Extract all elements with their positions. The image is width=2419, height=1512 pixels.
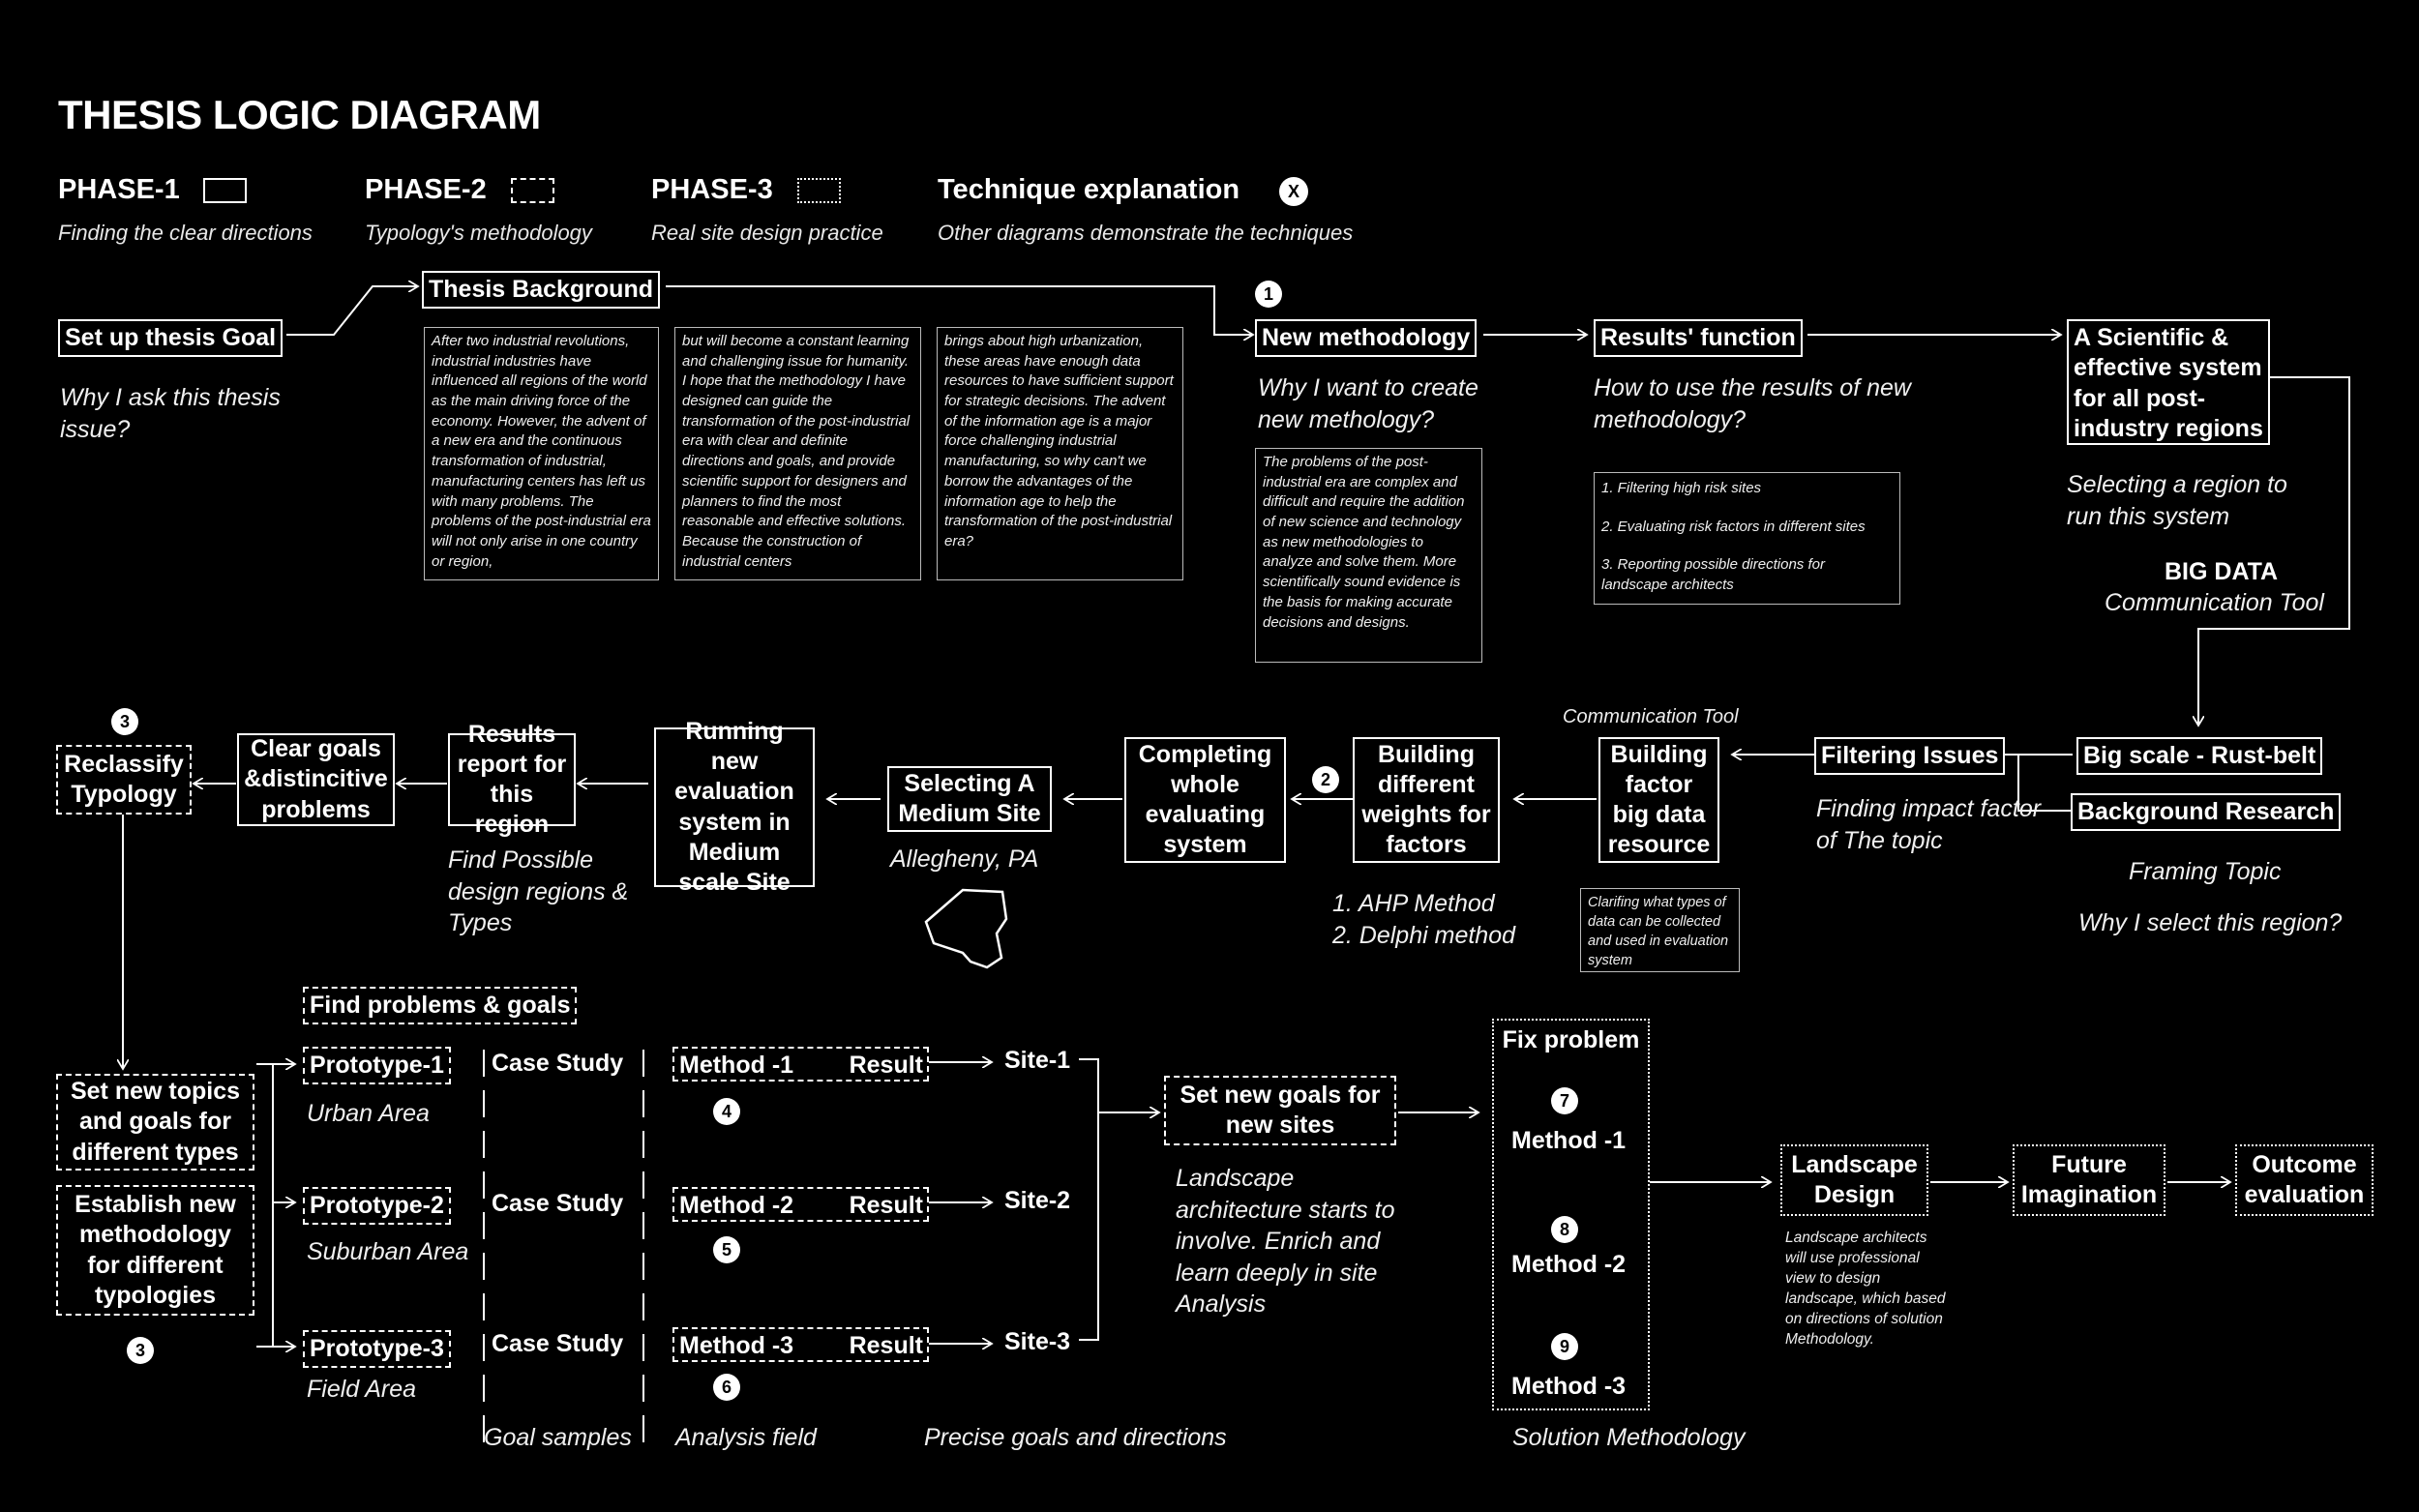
results-report-box: Results report for this region (448, 733, 576, 826)
fix-method-2-label: Method -2 (1511, 1251, 1627, 1278)
thesis-background-box: Thesis Background (422, 271, 660, 309)
legend-phase-1-desc: Finding the clear directions (58, 221, 313, 245)
case-study-3: Case Study (492, 1330, 624, 1357)
legend-phase-2-label: PHASE-2 (365, 174, 487, 205)
site-2-label: Site-2 (1004, 1187, 1071, 1214)
method-1-label: Method -1 (679, 1052, 794, 1079)
thesis-goal-box: Set up thesis Goal (58, 319, 283, 357)
results-item-1: 1. Filtering high risk sites (1601, 480, 1762, 496)
landscape-note: Landscape architects will use professional view to design landscape, which based on directions of solution Methodology. (1785, 1230, 1946, 1348)
new-methodology-box: New methodology (1255, 319, 1477, 357)
site-1-label: Site-1 (1004, 1047, 1071, 1074)
set-new-topics-box: Set new topics and goals for different types (56, 1074, 254, 1171)
case-study-2: Case Study (492, 1190, 624, 1217)
step-5-badge: 5 (713, 1236, 740, 1263)
method-result-1-box (672, 1047, 929, 1082)
precise-goals-label: Precise goals and directions (924, 1424, 1227, 1451)
step-3-badge-top: 3 (111, 708, 138, 735)
step-4-badge: 4 (713, 1098, 740, 1125)
step-2-badge: 2 (1312, 766, 1339, 793)
prototype-2-box: Prototype-2 (303, 1187, 451, 1225)
communication-tool-caption: Communication Tool (1563, 706, 1739, 727)
prototype-1-box: Prototype-1 (303, 1047, 451, 1084)
legend-phase-1-label: PHASE-1 (58, 174, 180, 205)
background-paragraph-3: brings about high urbanization, these areas have enough data resources to have sufficient support for strategic decisions. The advent of the information age is a major force challenging industrial manufacturing, so why can't we borrow the advantages of the information age to help the transformation of the post-industrial era? (937, 327, 1183, 580)
find-possible-text: Find Possible design regions & Types (448, 846, 629, 936)
new-methodology-question: Why I want to create new methology? (1258, 374, 1478, 433)
landscape-design-box: Landscape Design (1780, 1144, 1928, 1216)
new-methodology-paragraph: The problems of the post-industrial era are complex and difficult and require the addition of new science and technology as new methodologies to analyze and solve them. More scientifically sound evidence is the basis for making accurate decisions and designs. (1255, 448, 1482, 663)
allegheny-label: Allegheny, PA (890, 845, 1039, 873)
big-data-label: BIG DATA (2165, 558, 2279, 585)
page-title: THESIS LOGIC DIAGRAM (58, 92, 541, 137)
clear-goals-box: Clear goals &distincitive problems (237, 733, 395, 826)
step-8-badge: 8 (1551, 1216, 1578, 1243)
analysis-field-label: Analysis field (675, 1424, 817, 1451)
find-problems-box: Find problems & goals (303, 987, 577, 1024)
background-paragraph-2: but will become a constant learning and challenging issue for humanity. I hope that the methodology I have designed can guide the transformation of the post-industrial era with clear and definite directions and goals, and provide scientific support for designers and planners to find the most reasonable and effective solutions. Because the construction of industrial centers (674, 327, 921, 580)
results-item-2: 2. Evaluating risk factors in different sites (1601, 518, 1866, 535)
case-study-1: Case Study (492, 1050, 624, 1077)
running-evaluation-box: Running new evaluation system in Medium scale Site (654, 727, 815, 887)
results-function-question: How to use the results of new methodology? (1594, 374, 1911, 433)
step-9-badge: 9 (1551, 1333, 1578, 1360)
landscape-involve-text: Landscape architecture starts to involve. Enrich and learn deeply in site Analysis (1176, 1165, 1395, 1318)
legend-phase-2-swatch (511, 178, 554, 203)
prototype-3-box: Prototype-3 (303, 1330, 451, 1368)
background-paragraph-1: After two industrial revolutions, industrial industries have influenced all regions of the world as the main driving force of the economy. However, the advent of a new era and the continuous transformation of industrial, manufacturing centers has left us with many problems. The problems of the post-industrial era will not only arise in one country or region, (424, 327, 659, 580)
establish-methodology-box: Establish new methodology for different typologies (56, 1185, 254, 1316)
result-3-label: Result (849, 1332, 923, 1359)
fix-method-1-label: Method -1 (1511, 1127, 1627, 1154)
method-3-label: Method -3 (679, 1332, 794, 1359)
results-function-box: Results' function (1594, 319, 1803, 357)
step-6-badge: 6 (713, 1374, 740, 1401)
background-research-box: Background Research (2071, 793, 2341, 831)
goal-samples-label: Goal samples (484, 1424, 632, 1451)
legend-technique-desc: Other diagrams demonstrate the techniques (938, 221, 1354, 245)
weights-methods-text: 1. AHP Method 2. Delphi method (1332, 890, 1516, 949)
prototype-1-area: Urban Area (307, 1100, 430, 1127)
why-region-question: Why I select this region? (2078, 909, 2343, 936)
thesis-goal-question: Why I ask this thesis issue? (60, 384, 281, 443)
method-2-label: Method -2 (679, 1192, 794, 1219)
result-2-label: Result (849, 1192, 923, 1219)
legend-phase-3-desc: Real site design practice (651, 221, 883, 245)
prototype-2-area: Suburban Area (307, 1238, 469, 1265)
clarifying-note: Clarifing what types of data can be collected and used in evaluation system (1580, 888, 1740, 972)
framing-topic-text: Framing Topic (2129, 858, 2282, 885)
reclassify-typology-box: Reclassify Typology (56, 745, 192, 815)
method-result-2-box (672, 1187, 929, 1222)
method-result-3-box (672, 1327, 929, 1362)
fix-method-3-label: Method -3 (1511, 1373, 1627, 1400)
legend-technique-label: Technique explanation (938, 174, 1240, 205)
legend-phase-3-swatch (797, 178, 841, 203)
legend-phase-1-swatch (203, 178, 247, 203)
building-weights-box: Building different weights for factors (1353, 737, 1500, 863)
results-function-list (1594, 472, 1900, 605)
solution-methodology-label: Solution Methodology (1512, 1424, 1746, 1451)
technique-x-icon: X (1279, 177, 1308, 206)
set-new-goals-box: Set new goals for new sites (1164, 1076, 1396, 1145)
rust-belt-box: Big scale - Rust-belt (2076, 737, 2322, 775)
filtering-issues-box: Filtering Issues (1814, 737, 2005, 775)
selecting-region-text: Selecting a region to run this system (2067, 471, 2287, 530)
step-1-badge: 1 (1255, 281, 1282, 308)
result-1-label: Result (849, 1052, 923, 1079)
site-3-label: Site-3 (1004, 1328, 1071, 1355)
scientific-system-box: A Scientific & effective system for all post-industry regions (2067, 319, 2270, 445)
outcome-evaluation-box: Outcome evaluation (2235, 1144, 2374, 1216)
fix-problem-title: Fix problem (1502, 1026, 1640, 1053)
step-7-badge: 7 (1551, 1087, 1578, 1114)
step-3-badge-bottom: 3 (127, 1337, 154, 1364)
future-imagination-box: Future Imagination (2013, 1144, 2165, 1216)
completing-system-box: Completing whole evaluating system (1124, 737, 1286, 863)
results-item-3: 3. Reporting possible directions for landscape architects (1601, 556, 1825, 594)
building-factor-box: Building factor big data resource (1598, 737, 1719, 863)
legend-phase-3-label: PHASE-3 (651, 174, 773, 205)
legend-phase-2-desc: Typology's methodology (365, 221, 592, 245)
prototype-3-area: Field Area (307, 1376, 417, 1403)
selecting-site-box: Selecting A Medium Site (887, 766, 1052, 832)
communication-tool-label: Communication Tool (2105, 589, 2324, 616)
filtering-issues-subtitle: Finding impact factor of The topic (1816, 795, 2042, 854)
